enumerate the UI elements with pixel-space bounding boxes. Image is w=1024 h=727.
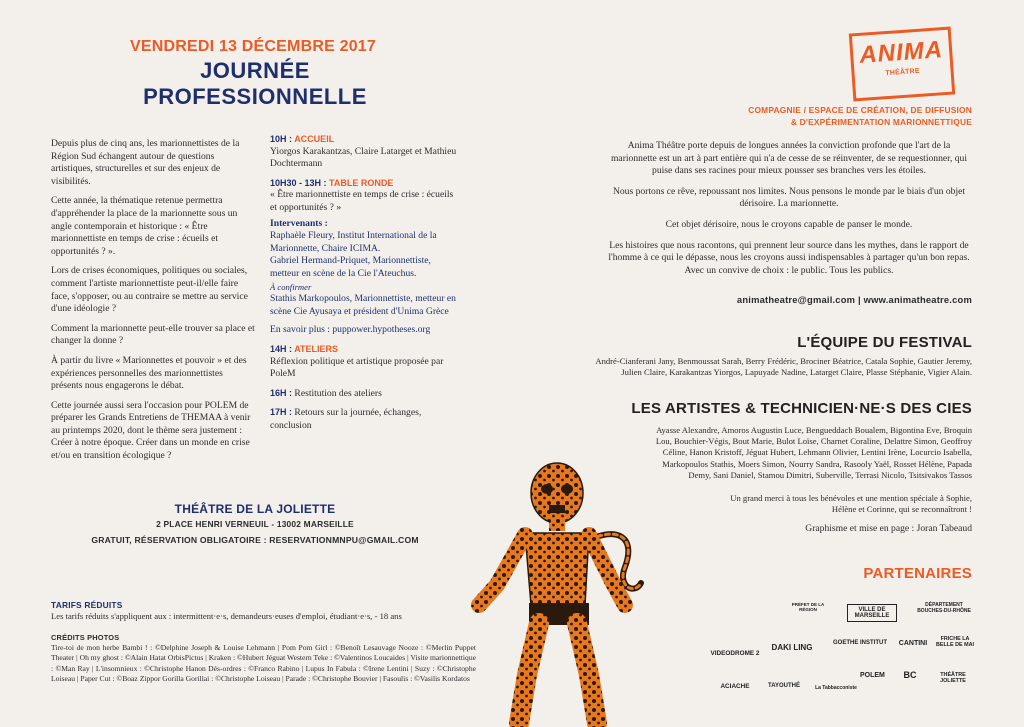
slot-text: Restitution des ateliers bbox=[294, 387, 382, 399]
slot-text: « Être marionnettiste en temps de crise : écueils et opportunités ? » bbox=[270, 189, 454, 213]
artists-title: LES ARTISTES & TECHNICIEN·NE·S DES CIES bbox=[631, 400, 972, 417]
partner-logo-bdr: DÉPARTEMENT BOUCHES-DU-RHÔNE bbox=[917, 602, 971, 614]
company-description bbox=[606, 140, 972, 277]
partner-logo-prefet: PRÉFET DE LA RÉGION bbox=[791, 602, 825, 612]
partner-logo-aciache: ACIACHE bbox=[720, 683, 750, 690]
team-names: André-Cianferani Jany, Benmoussat Sarah, Berry Frédéric, Brociner Béatrice, Catala Sophie, Gautier Jeremy, Julien Claire, Karakantzas Yiorgos, Lapuyade Nadine, Latarget Claire, Plasse Stéphanie, Vigier Alain. bbox=[595, 356, 972, 378]
company-paragraph: Les histoires que nous racontons, qui prennent leur source dans les mythes, dans le rapport de l'homme à ce qui le dépasse, nous les croyons aussi indispensables à partager qu'un bon repas. Avec un convive de choix : le public. Tous les publics. bbox=[608, 239, 970, 276]
event-date: VENDREDI 13 DÉCEMBRE 2017 bbox=[130, 38, 376, 55]
partner-logo-polem: POLEM bbox=[860, 672, 885, 679]
partner-logo-tayouthe: TAYOUTHÉ bbox=[767, 683, 800, 689]
slot-time: 17H : bbox=[270, 407, 293, 418]
program bbox=[270, 133, 460, 438]
intro-paragraph: Lors de crises économiques, politiques ou sociales, comment l'artiste marionnettiste peut-il/elle faire face, s'opposer, ou au contraire se mettre au service d'une idéologie ? bbox=[51, 265, 248, 315]
speaker: Raphaèle Fleury, Institut International de la Marionnette, Chaire ICIMA. bbox=[270, 230, 437, 254]
to-confirm-label: À confirmer bbox=[270, 281, 312, 292]
program-slot bbox=[270, 177, 460, 337]
partner-logo-tabbacconiste: La Tabbacconiste bbox=[815, 685, 857, 691]
credits-text: Tire-toi de mon herbe Bambi ! : ©Delphine Joseph & Louise Lehmann | Pom Pom Girl : ©Benoît Lesauvage Nooze : ©Merlin Puppet Theater | Oh my ghost : ©Alain Hatat OrbisPictus | Kraken : ©Hubert Jéguat Western Teke : ©Valentinos Loucaides | Visite marionnettique : ©Man Ray | L'insomnieux : ©Christophe Hanon Dés-ordres : ©Franco Rabino | Lupus In Fabula : ©Irene Lentini | Suzy : ©Christophe Loiseau | Paper Cut : ©Boaz Zippor Gorilla Gorillai : ©Christophe Loiseau | Parade : ©Christophe Bouvier | Fasoulis : ©Vasilis Kordatos bbox=[51, 643, 476, 684]
thanks-note: Un grand merci à tous les bénévoles et une mention spéciale à Sophie, Hélène et Corinne, qui se reconnaîtront ! bbox=[730, 493, 972, 515]
partner-logo-goethe: GOETHE INSTITUT bbox=[833, 640, 887, 646]
design-credit: Graphisme et mise en page : Joran Tabeaud bbox=[805, 523, 972, 534]
slot-time: 10H30 - 13H : bbox=[270, 177, 327, 188]
company-paragraph: Nous portons ce rêve, repoussant nos limites. Nous pensons le monde par le biais d'un objet dérisoire. La marionnette. bbox=[612, 185, 966, 210]
slot-text: Retours sur la journée, échanges, conclusion bbox=[270, 407, 422, 431]
team-title: L'ÉQUIPE DU FESTIVAL bbox=[797, 334, 972, 351]
slot-event: ACCUEIL bbox=[294, 134, 335, 144]
leopard-puppet-image bbox=[465, 455, 645, 727]
logo-subtitle: THÉÂTRE bbox=[885, 67, 921, 78]
partner-logo-cantini: CANTINI bbox=[898, 640, 928, 647]
company-tagline bbox=[690, 104, 972, 128]
partners-title: PARTENAIRES bbox=[863, 565, 972, 582]
tarifs-title: TARIFS RÉDUITS bbox=[51, 600, 123, 610]
intro-paragraph: Depuis plus de cinq ans, les marionnettistes de la Région Sud échangent autour de questions artistiques, structurelles et sur des enjeux de visibilités. bbox=[51, 138, 240, 187]
more-info-link[interactable]: En savoir plus : puppower.hypotheses.org bbox=[270, 324, 431, 336]
company-paragraph: Anima Théâtre porte depuis de longues années la conviction profonde que l'art de la marionnette est un art à part entière qui n'a de cesse de se réinventer, de se requestionner, qui puise dans ses racines pour mieux pousser ses branches vers les étoiles. bbox=[610, 140, 968, 177]
slot-event: ATELIERS bbox=[294, 343, 339, 354]
partner-logo-marseille: VILLE DE MARSEILLE bbox=[847, 604, 897, 622]
partner-logo-joliette: THÉÂTRE JOLIETTE bbox=[940, 672, 966, 684]
partner-logo-bc: BC bbox=[903, 670, 917, 680]
venue-name: THÉÂTRE DE LA JOLIETTE bbox=[174, 502, 336, 516]
program-slot bbox=[270, 387, 460, 401]
intro-paragraph: Comment la marionnette peut-elle trouver sa place et changer la donne ? bbox=[51, 322, 255, 347]
tagline-line: & D'EXPÉRIMENTATION MARIONNETTIQUE bbox=[790, 117, 972, 127]
speaker: Stathis Markopoulos, Marionnettiste, metteur en scène Cie Ayusaya et président d'Unima Grèce bbox=[270, 293, 456, 317]
artists-names: Ayasse Alexandre, Amoros Augustin Luce, Bengueddach Boualem, Bigontina Eve, Broquin Lou, Bouchier-Végis, Bout Marie, Bulot Loïse, Charnet Coraline, Delattre Simon, Geoffroy Céline, Hanon Kristoff, Jéguat Hubert, Lehmann Olivier, Lentini Irène, Locurcio Isabella, Markopoulos Stathis, Moers Simon, Nourry Sandra, Rasooly Yaël, Rosset Hélène, Papada Demy, Sani Daniel, Stamou Dimitri, Suberville, Terrasi Nicolo, Tsitsivakos Tassos bbox=[655, 425, 972, 480]
slot-time: 14H : bbox=[270, 343, 293, 354]
partner-logo-videodrome: VIDEODROME 2 bbox=[710, 650, 760, 657]
slot-time: 16H : bbox=[270, 387, 293, 398]
company-paragraph: Cet objet dérisoire, nous le croyons capable de panser le monde. bbox=[665, 218, 913, 230]
tarifs-text: Les tarifs réduits s'appliquent aux : intermittent·e·s, demandeurs·euses d'emploi, étudiant·e·s, - 18 ans bbox=[51, 611, 402, 621]
program-slot bbox=[270, 343, 460, 381]
speakers-label: Intervenants : bbox=[270, 217, 328, 229]
slot-event: TABLE RONDE bbox=[329, 177, 394, 188]
speaker: Gabriel Hermand-Priquet, Marionnettiste, metteur en scène de la Cie l'Ateuchus. bbox=[270, 255, 431, 279]
company-contact[interactable]: animatheatre@gmail.com | www.animatheatre.com bbox=[736, 294, 972, 305]
venue-address: 2 PLACE HENRI VERNEUIL - 13002 MARSEILLE bbox=[156, 519, 354, 529]
intro-paragraph: Cette année, la thématique retenue permettra d'appréhender la place de la marionnette sous un angle contemporain et historique : « Être marionnettiste en temps de crise : écueils et opportunités ? ». bbox=[51, 195, 238, 257]
tagline-line: COMPAGNIE / ESPACE DE CRÉATION, DE DIFFUSION bbox=[748, 105, 972, 115]
partner-logo-friche: FRICHE LA BELLE DE MAI bbox=[935, 636, 975, 648]
anima-logo bbox=[849, 27, 955, 102]
partner-logo-daki: DAKI LING bbox=[771, 643, 813, 652]
page-title: JOURNÉE PROFESSIONNELLE bbox=[143, 58, 367, 109]
program-slot bbox=[270, 406, 460, 432]
intro-text bbox=[51, 138, 256, 470]
intro-paragraph: À partir du livre « Marionnettes et pouvoir » et des expériences personnelles des marionnettistes présents nous engagerons le débat. bbox=[51, 354, 247, 392]
slot-text: Yiorgos Karakantzas, Claire Latarget et Mathieu Dochtermann bbox=[270, 145, 457, 170]
booking-info[interactable]: GRATUIT, RÉSERVATION OBLIGATOIRE : RESERVATIONMNPU@GMAIL.COM bbox=[91, 535, 419, 545]
credits-title: CRÉDITS PHOTOS bbox=[51, 633, 120, 642]
intro-paragraph: Cette journée aussi sera l'occasion pour POLEM de préparer les Grands Entretiens de THEMAA à venir au printemps 2020, dont le thème sera justement : Créer à notre époque. Créer dans un monde en crise et/ou en transition écologique ? bbox=[51, 399, 251, 462]
slot-text: Réflexion politique et artistique proposée par PoleM bbox=[270, 355, 444, 380]
slot-time: 10H : bbox=[270, 134, 293, 144]
program-slot bbox=[270, 133, 460, 171]
logo-wordmark: ANIMA bbox=[858, 36, 944, 69]
